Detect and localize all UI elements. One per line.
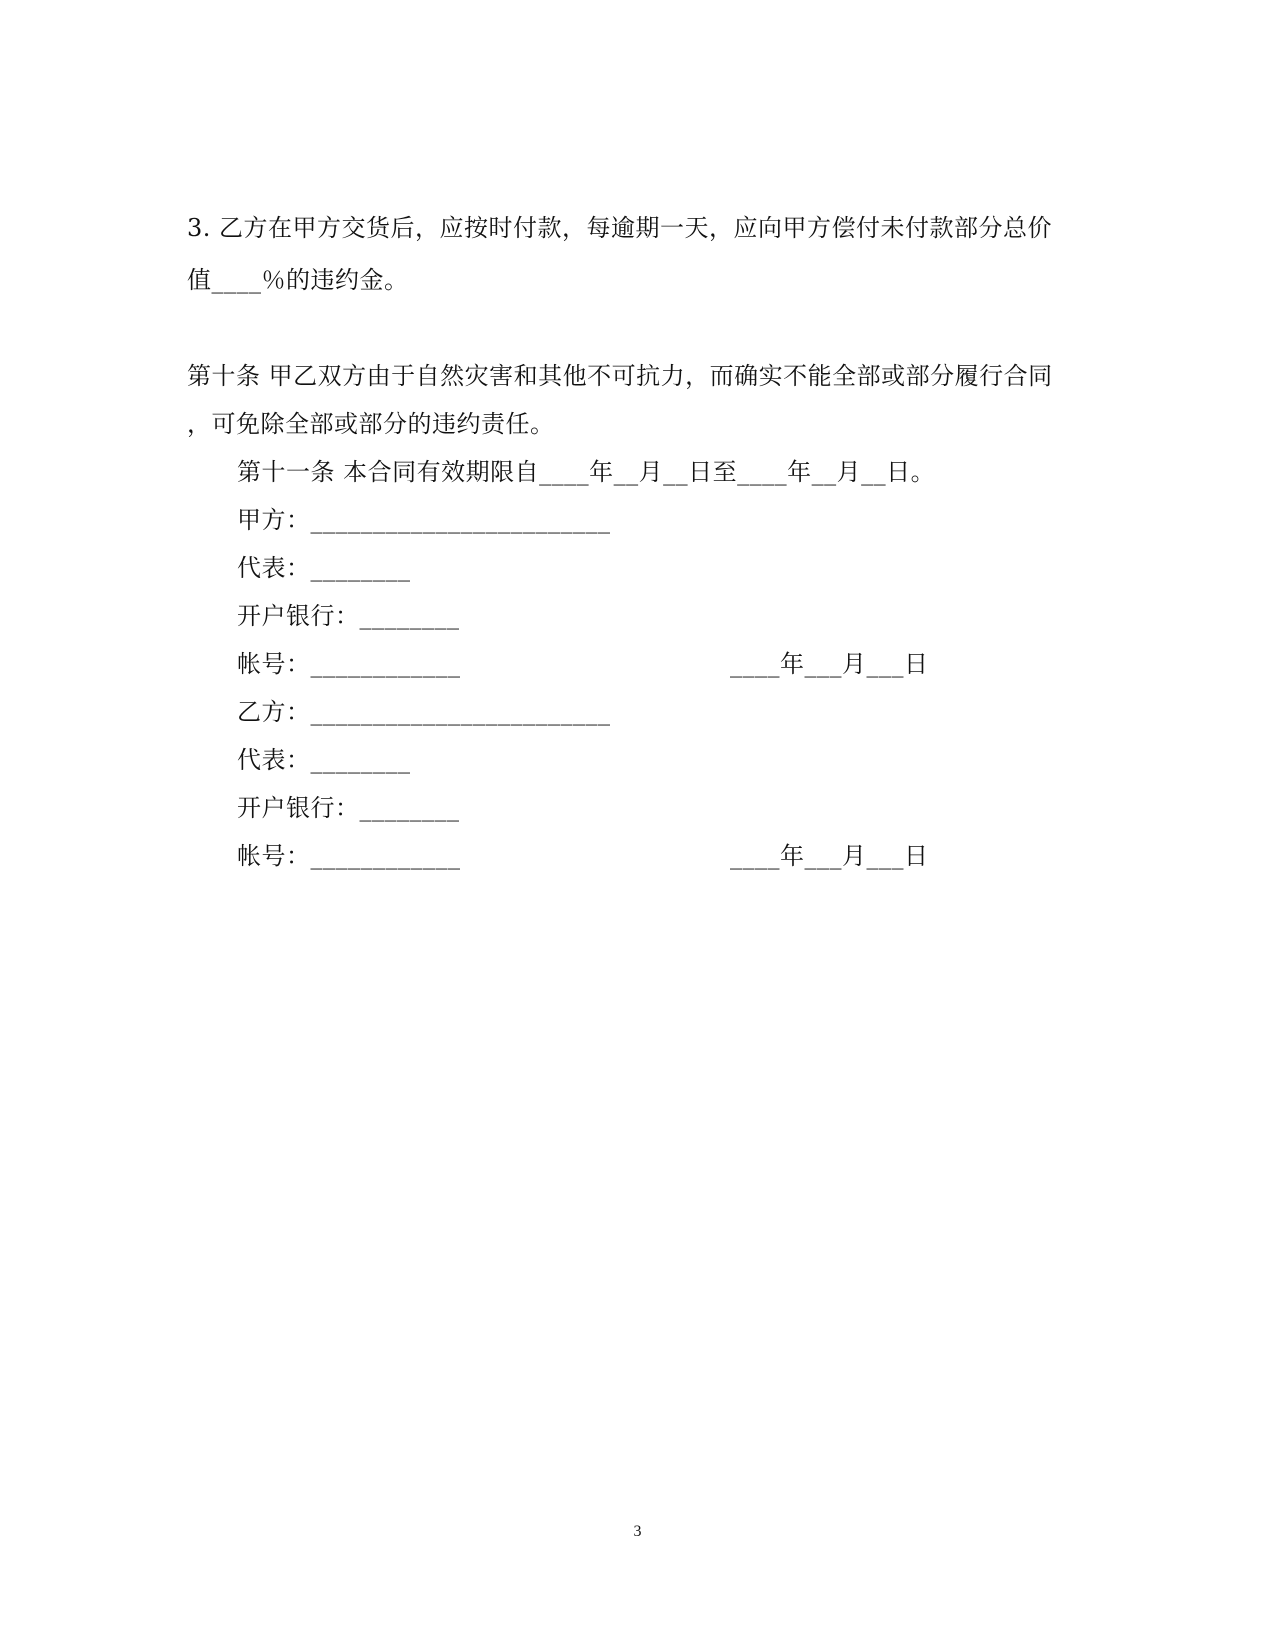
party-b-date: ____年___月___日: [730, 842, 929, 870]
clause-9-3-line-1: 3. 乙方在甲方交货后，应按时付款，每逾期一天，应向甲方偿付未付款部分总价: [187, 214, 1053, 242]
party-b-name: 乙方：________________________: [237, 698, 611, 726]
party-b-account: 帐号：____________: [237, 842, 461, 870]
party-a-representative: 代表：________: [237, 554, 411, 582]
party-a-name: 甲方：________________________: [237, 506, 611, 534]
party-a-bank: 开户银行：________: [237, 602, 460, 630]
clause-10-line-2: ，可免除全部或部分的违约责任。: [187, 410, 555, 438]
party-b-bank: 开户银行：________: [237, 794, 460, 822]
clause-9-3-line-2: 值____％的违约金。: [187, 266, 409, 294]
party-a-date: ____年___月___日: [730, 650, 929, 678]
party-a-account: 帐号：____________: [237, 650, 461, 678]
page-number: 3: [633, 1523, 642, 1540]
clause-11: 第十一条 本合同有效期限自____年__月__日至____年__月__日。: [237, 458, 936, 486]
clause-10-line-1: 第十条 甲乙双方由于自然灾害和其他不可抗力，而确实不能全部或部分履行合同: [187, 362, 1053, 390]
party-b-representative: 代表：________: [237, 746, 411, 774]
